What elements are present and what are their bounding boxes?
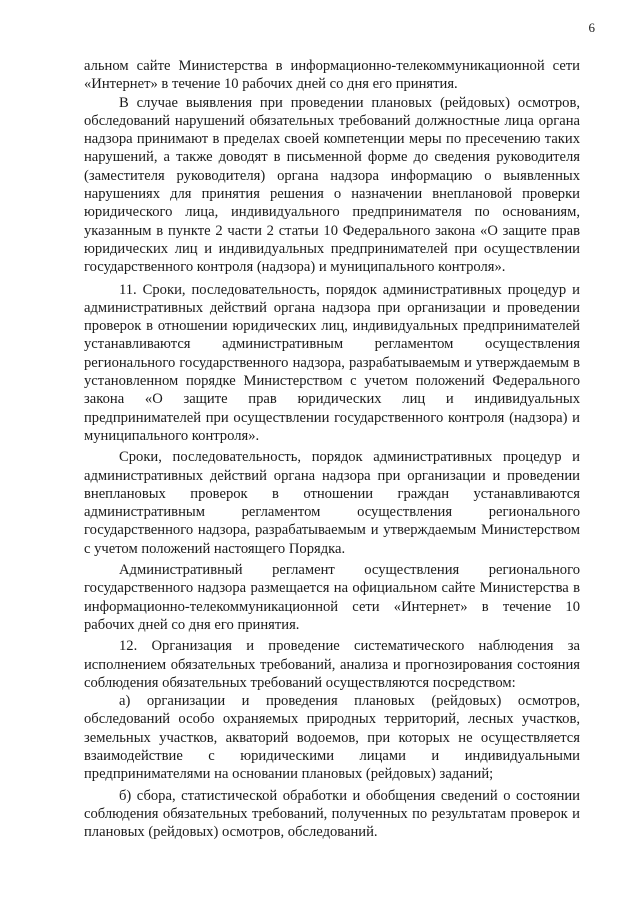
document-body xyxy=(84,57,580,841)
paragraph-item-12: 12. Организация и проведение систематического наблюдения за исполнением обязательных требований, анализа и прогнозирования состояния соблюдения обязательных требований осуществляются посредством: xyxy=(84,638,580,691)
paragraph-item-12a: а) организации и проведения плановых (рейдовых) осмотров, обследований особо охраняемых природных территорий, лесных участков, земельных участков, акваторий водоемов, при которых не осуществляется взаимодействие с юридическими лицами и индивидуальными предпринимателями на основании плановых (рейдовых) заданий; xyxy=(84,693,580,783)
page-number: 6 xyxy=(588,20,595,35)
paragraph-regulation-publication: Административный регламент осуществления регионального государственного надзора размещается на официальном сайте Министерства в информационно-телекоммуникационной сети «Интернет» в течение 10 рабочих дней со дня его принятия. xyxy=(84,562,580,633)
paragraph-continuation: альном сайте Министерства в информационно-телекоммуникационной сети «Интернет» в течение 10 рабочих дней со дня его принятия. xyxy=(84,58,580,93)
paragraph-item-11: 11. Сроки, последовательность, порядок административных процедур и административных действий органа надзора при организации и проведении проверок в отношении юридических лиц, индивидуальных предпринимателей устанавливаются административным регламентом осуществления регионального государственного надзора, разрабатываемым и утверждаемым в установленном порядке Министерством с учетом положений Федерального закона «О защите прав юридических лиц и индивидуальных предпринимателей при осуществлении государственного контроля (надзора) и муниципального контроля». xyxy=(84,281,580,444)
paragraph-citizens-inspections: Сроки, последовательность, порядок административных процедур и административных действий органа надзора при организации и проведении внеплановых проверок в отношении граждан устанавливаются административным регламентом осуществления регионального государственного надзора, разрабатываемым и утверждаемым Министерством с учетом положений настоящего Порядка. xyxy=(84,449,580,557)
paragraph-item-12b: б) сбора, статистической обработки и обобщения сведений о состоянии соблюдения обязательных требований, полученных по результатам проверок и плановых (рейдовых) осмотров, обследований. xyxy=(84,787,580,841)
paragraph-violations: В случае выявления при проведении плановых (рейдовых) осмотров, обследований нарушений обязательных требований должностные лица органа надзора принимают в пределах своей компетенции меры по пресечению таких нарушений, а также доводят в письменной форме до сведения руководителя (заместителя руководителя) органа надзора информацию о выявленных нарушениях для принятия решения о назначении внеплановой проверки юридического лица, индивидуального предпринимателя по основаниям, указанным в пункте 2 части 2 статьи 10 Федерального закона «О защите прав юридических лиц и индивидуальных предпринимателей при осуществлении государственного контроля (надзора) и муниципального контроля». xyxy=(84,94,580,276)
